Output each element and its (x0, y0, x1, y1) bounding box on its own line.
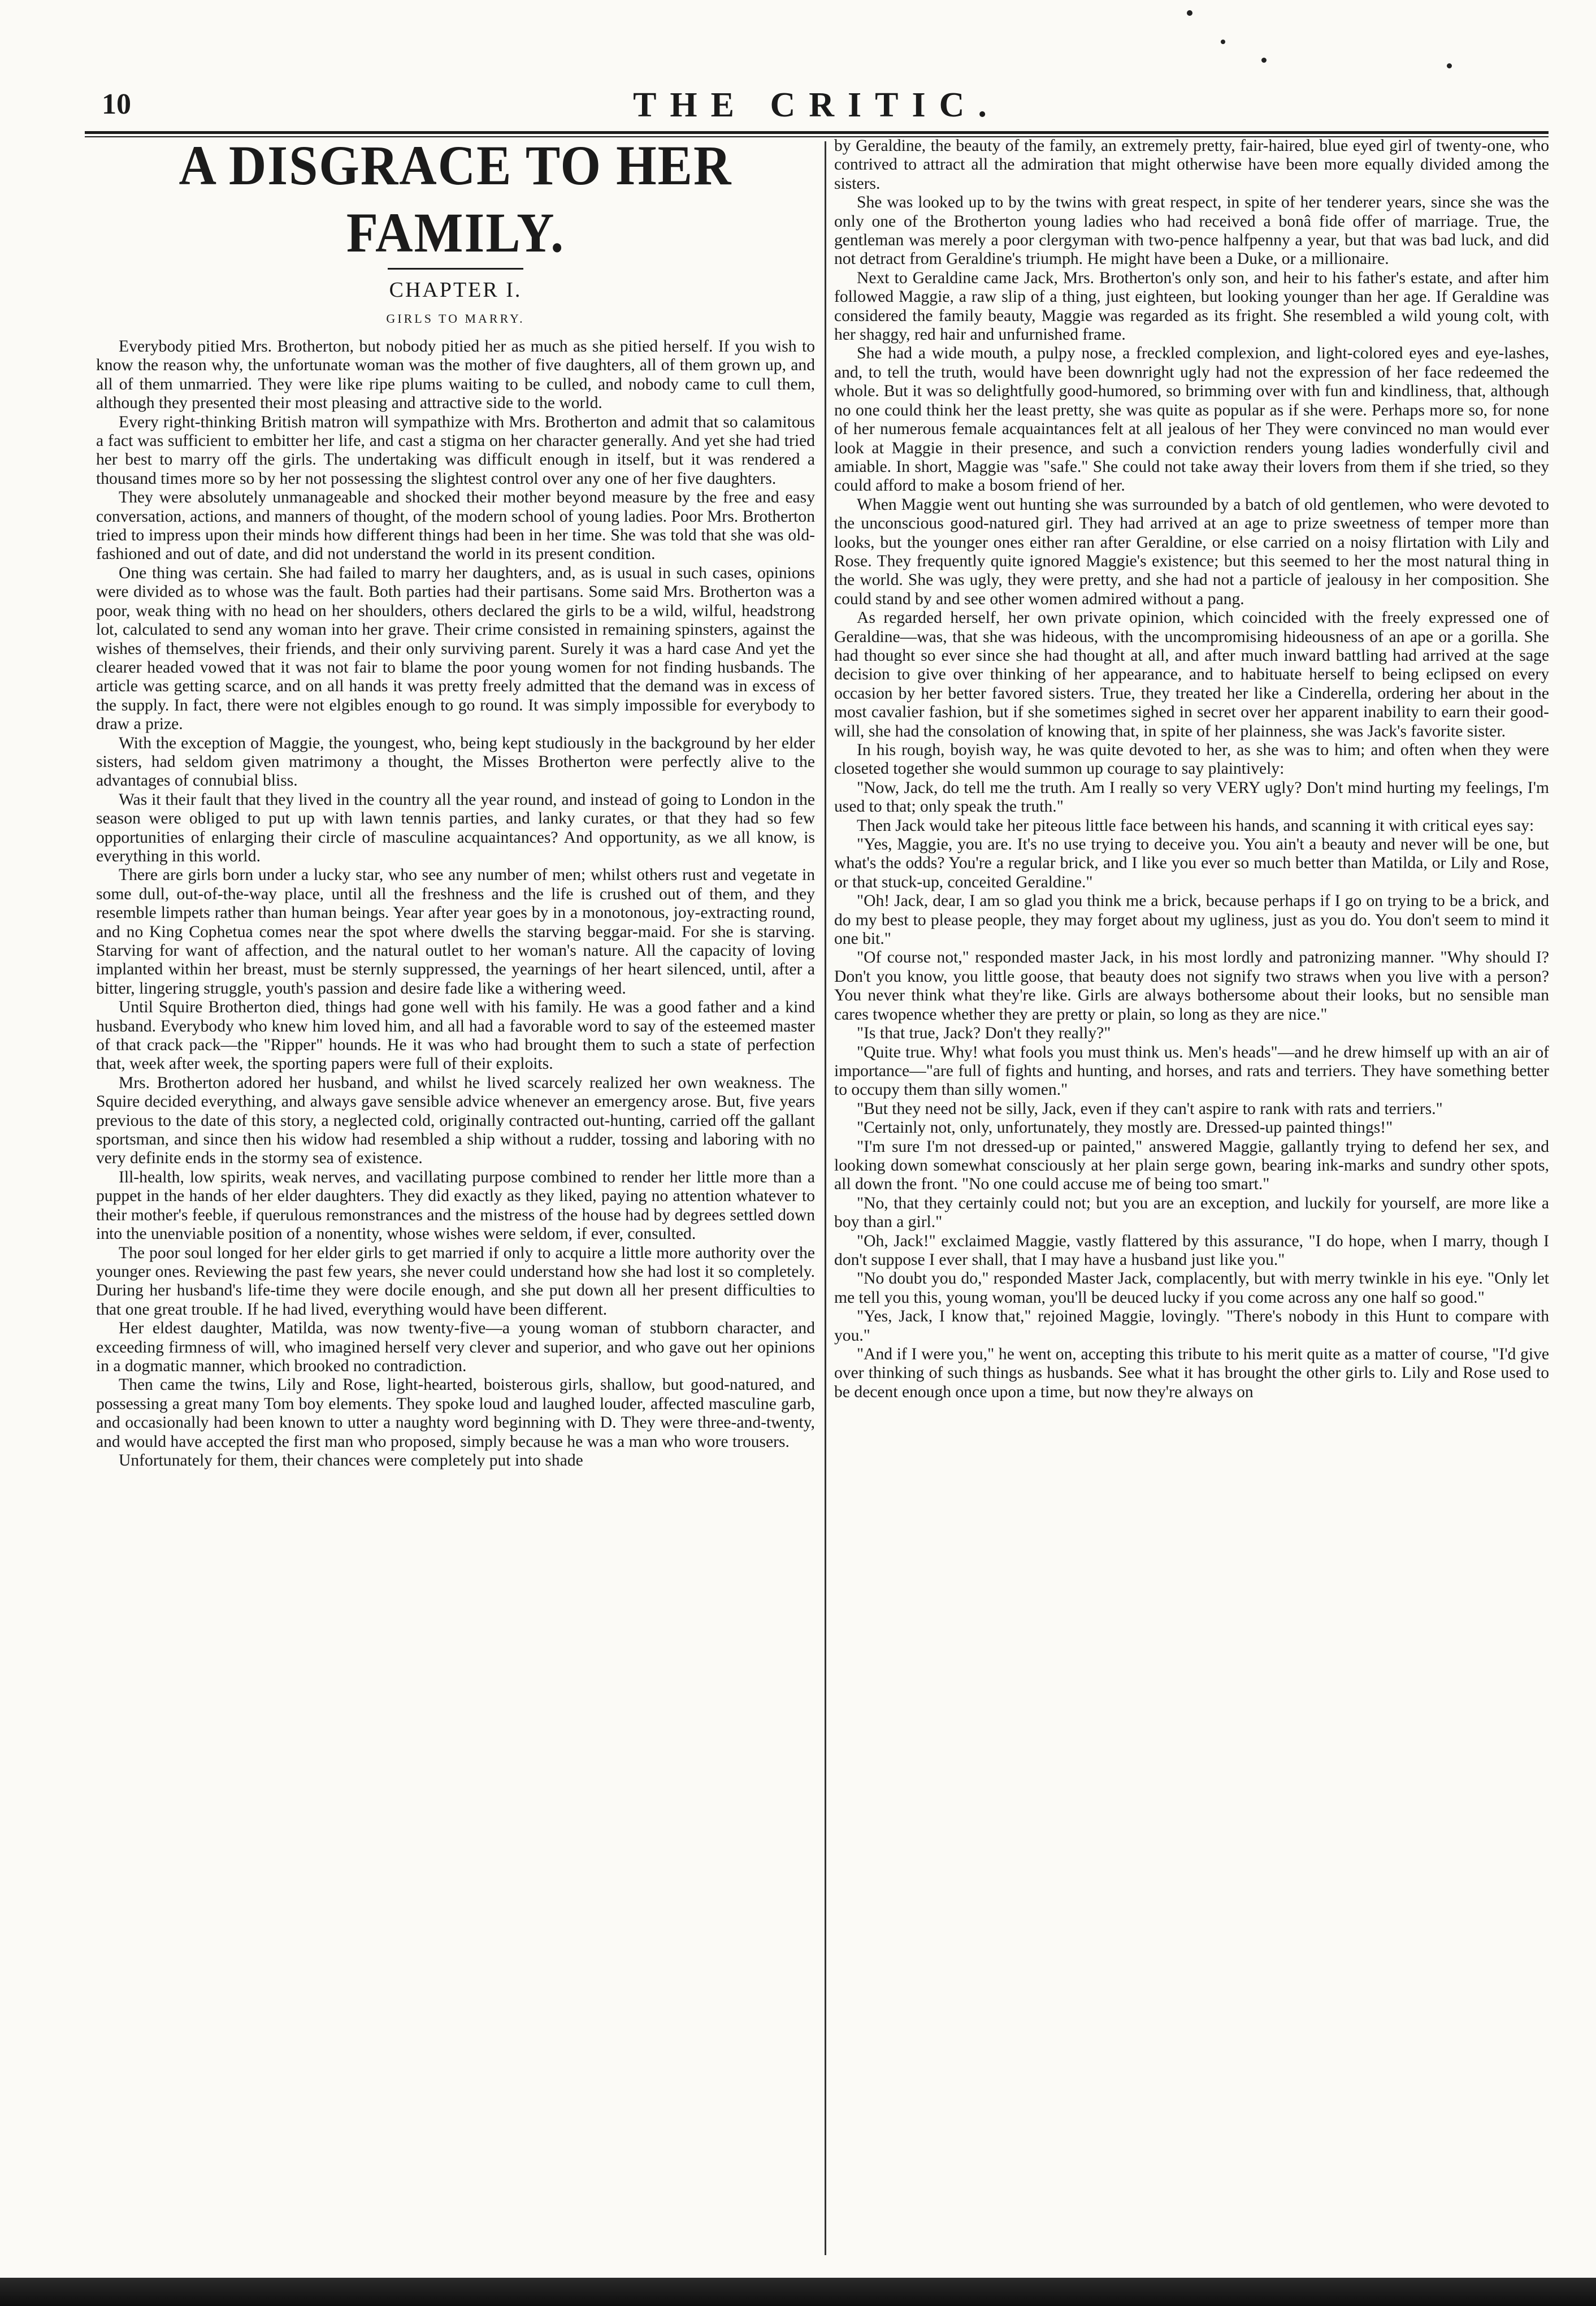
paragraph: "Oh! Jack, dear, I am so glad you think me a brick, because perhaps if I go on trying to be a brick, and do my best to please people, they may forget about my ugliness, just as you do. You don't seem to mind it one bit." (834, 892, 1549, 948)
paragraph: Everybody pitied Mrs. Brotherton, but nobody pitied her as much as she pitied herself. If you wish to know the reason why, the unfortunate woman was the mother of five daughters, all of them grown up, and all of them unmarried. They were like ripe plums waiting to be culled, and nobody came to cull them, although they presented their most pleasing and attractive side to the world. (96, 337, 815, 413)
paragraph: She had a wide mouth, a pulpy nose, a freckled complexion, and light-colored eyes and eye-lashes, and, to tell the truth, would have been downright ugly had not the expression of her face redeemed the whole. But it was so delightfully good-humored, so brimming over with fun and kindliness, that, although no one could think her the least pretty, she was quite as popular as if she were. Perhaps more so, for none of her numerous female acquaintances felt at all jealous of her They were convinced no man would ever look at Maggie in their presence, and such a conviction renders young ladies wonderfully civil and amiable. In short, Maggie was "safe." She could not take away their lovers from them if she tried, so they could afford to make a bosom friend of her. (834, 344, 1549, 495)
paragraph: "Yes, Jack, I know that," rejoined Maggie, lovingly. "There's nobody in this Hunt to compare with you." (834, 1307, 1549, 1345)
paragraph: Ill-health, low spirits, weak nerves, and vacillating purpose combined to render her little more than a puppet in the hands of her elder daughters. They did exactly as they liked, paying no attention whatever to their mother's feeble, if querulous remonstrances and the mistress of the house had by degrees settled down into the unenviable position of a nonentity, whose wishes were seldom, if ever, consulted. (96, 1168, 815, 1243)
paragraph: "Yes, Maggie, you are. It's no use trying to deceive you. You ain't a beauty and never will be one, but what's the odds? You're a regular brick, and I like you ever so much better than Matilda, or Lily and Rose, or that stuck-up, conceited Geraldine." (834, 835, 1549, 891)
masthead: THE CRITIC. (633, 86, 1000, 124)
paragraph: "Oh, Jack!" exclaimed Maggie, vastly flattered by this assurance, "I do hope, when I marry, though I don't suppose I ever shall, that I may have a husband just like you." (834, 1232, 1549, 1269)
page-number: 10 (102, 88, 131, 120)
paragraph: There are girls born under a lucky star, who see any number of men; whilst others rust and vegetate in some dull, out-of-the-way place, until all the freshness and the life is crushed out of them, and they resemble limpets rather than human beings. Year after year goes by in a monotonous, joy-extracting round, and no King Cophetua comes near the spot where dwells the starving beggar-maid. For she is starving. Starving for want of affection, and the natural outlet to her woman's nature. All the capacity of loving implanted within her breast, must be sternly suppressed, the yearnings of her heart silenced, until, after a bitter, lingering struggle, youth's passion and desire fade like a withering weed. (96, 866, 815, 998)
paragraph: Every right-thinking British matron will sympathize with Mrs. Brotherton and admit that so calamitous a fact was sufficient to embitter her life, and cast a stigma on her character generally. And yet she had tried her best to marry off the girls. The undertaking was difficult enough in itself, but it was rendered a thousand times more so by her not possessing the slightest control over any one of her five daughters. (96, 413, 815, 488)
paragraph: They were absolutely unmanageable and shocked their mother beyond measure by the free and easy conversation, actions, and manners of thought, of the modern school of young ladies. Poor Mrs. Brotherton tried to impress upon their minds how different things had been in her time. She was told that she was old-fashioned and out of date, and did not understand the world in its present condition. (96, 488, 815, 564)
paragraph: The poor soul longed for her elder girls to get married if only to acquire a little more authority over the younger ones. Reviewing the past few years, she never could understand how she had lost it so completely. During her husband's life-time they were docile enough, and she put down all her present difficulties to that one great trouble. If he had lived, everything would have been different. (96, 1243, 815, 1319)
paragraph: Until Squire Brotherton died, things had gone well with his family. He was a good father and a kind husband. Everybody who knew him loved him, and all had a favorable word to say of the esteemed master of that crack pack—the "Ripper" hounds. He it was who had brought them to such a state of perfection that, week after week, the sporting papers were full of their exploits. (96, 998, 815, 1073)
title-rule (388, 268, 523, 270)
paragraph: Was it their fault that they lived in the country all the year round, and instead of going to London in the season were obliged to put up with lawn tennis parties, and lanky curates, or that they had so few opportunities of enlarging their circle of masculine acquaintances? And opportunity, as we all know, is everything in this world. (96, 790, 815, 865)
story-title: A DISGRACE TO HER FAMILY. (179, 137, 732, 264)
paragraph: When Maggie went out hunting she was surrounded by a batch of old gentlemen, who were devoted to the unconscious good-natured girl. They had arrived at an age to prize sweetness of temper more than looks, but the younger ones either ran after Geraldine, or else carried on a noisy flirtation with Lily and Rose. They frequently quite ignored Maggie's existence; but this seemed to her the most natural thing in the world. She was ugly, they were pretty, and she had not a particle of jealousy in her composition. She could stand by and see other women admired without a pang. (834, 495, 1549, 608)
paragraph: In his rough, boyish way, he was quite devoted to her, as she was to him; and often when they were closeted together she would summon up courage to say plaintively: (834, 741, 1549, 778)
paragraph: "Certainly not, only, unfortunately, they mostly are. Dressed-up painted things!" (857, 1119, 1393, 1137)
bottom-border (0, 2278, 1596, 2306)
paragraph: "No doubt you do," responded Master Jack, complacently, but with merry twinkle in his eye. "Only let me tell you this, young woman, you'll be deuced lucky if you come across any one half so good." (834, 1269, 1549, 1307)
paragraph: "I'm sure I'm not dressed-up or painted," answered Maggie, gallantly trying to defend her sex, and looking down somewhat consciously at her plain serge gown, bearing ink-marks and sundry other spots, all down the front. "No one could accuse me of being too smart." (834, 1137, 1549, 1194)
paragraph: "And if I were you," he went on, accepting this tribute to his merit quite as a matter of course, "I'd give over thinking of such things as husbands. See what it has brought the other girls to. Lily and Rose used to be decent enough once upon a time, but now they're always on (834, 1345, 1549, 1401)
paragraph: "No, that they certainly could not; but you are an exception, and luckily for yourself, are more like a boy than a girl." (834, 1194, 1549, 1232)
paragraph: Her eldest daughter, Matilda, was now twenty-five—a young woman of stubborn character, and exceeding firmness of will, who imagined herself very clever and superior, and who gave out her opinions in a dogmatic manner, which brooked no contradiction. (96, 1319, 815, 1375)
column-divider (825, 141, 826, 2255)
page-header (85, 88, 1549, 129)
paragraph: She was looked up to by the twins with great respect, in spite of her tenderer years, since she was the only one of the Brotherton young ladies who had received a bonâ fide offer of marriage. True, the gentleman was merely a poor clergyman with two-pence halfpenny a year, but that was bad luck, and did not detract from Geraldine's triumph. He might have been a Duke, or a millionaire. (834, 193, 1549, 268)
ink-speck (1221, 40, 1225, 44)
ink-speck (1187, 10, 1192, 16)
paragraph: Mrs. Brotherton adored her husband, and whilst he lived scarcely realized her own weakness. The Squire decided everything, and always gave sensible advice whenever an emergency arose. But, five years previous to the date of this story, a neglected cold, originally contracted out-hunting, carried off the gallant sportsman, and since then his widow had resembled a ship without a rudder, tossing and laboring with no very definite ends in the stormy sea of existence. (96, 1073, 815, 1168)
paragraph: Next to Geraldine came Jack, Mrs. Brotherton's only son, and heir to his father's estate, and after him followed Maggie, a raw slip of a thing, just eighteen, but looking younger than her age. If Geraldine was considered the family beauty, Maggie was regarded as its fright. She resembled a wild young colt, with her shaggy, red hair and unfurnished frame. (834, 268, 1549, 344)
chapter-subtitle: GIRLS TO MARRY. (386, 311, 525, 326)
paragraph: Then Jack would take her piteous little face between his hands, and scanning it with critical eyes say: (857, 816, 1534, 835)
left-column (96, 137, 815, 2262)
paragraph: "But they need not be silly, Jack, even if they can't aspire to rank with rats and terriers." (857, 1099, 1443, 1118)
paragraph: by Geraldine, the beauty of the family, an extremely pretty, fair-haired, blue eyed girl of twenty-one, who contrived to attract all the admiration that might otherwise have been more equally divided among the sisters. (834, 137, 1549, 193)
paragraph: Then came the twins, Lily and Rose, light-hearted, boisterous girls, shallow, but good-natured, and possessing a great many Tom boy elements. They spoke loud and laughed louder, affected masculine garb, and occasionally had been known to utter a naughty word beginning with D. They were three-and-twenty, and would have accepted the first man who proposed, simply because he was a man who wore trousers. (96, 1376, 815, 1451)
paragraph: "Now, Jack, do tell me the truth. Am I really so very VERY ugly? Don't mind hurting my feelings, I'm used to that; only speak the truth." (834, 778, 1549, 816)
ink-speck (1447, 63, 1452, 68)
paragraph: One thing was certain. She had failed to marry her daughters, and, as is usual in such cases, opinions were divided as to whose was the fault. Both parties had their partisans. Some said Mrs. Brotherton was a poor, weak thing with no head on her shoulders, others declared the girls to be a wild, wilful, headstrong lot, calculated to send any woman into her grave. Their crime consisted in remaining spinsters, against the wishes of themselves, their friends, and their only surviving parent. Surely it was a hard case And yet the clearer headed vowed that it was not fair to blame the poor young women for not finding husbands. The article was getting scarce, and on all hands it was pretty freely admitted that the demand was in excess of the supply. In fact, there were not elgibles enough to go round. It was simply impossible for everybody to draw a prize. (96, 564, 815, 734)
paragraph: As regarded herself, her own private opinion, which coincided with the freely expressed one of Geraldine—was, that she was hideous, with the uncompromising hideousness of an ape or a gorilla. She had thought so ever since she had thought at all, and after much inward battling had arrived at the sage decision to give over thinking of her appearance, and to habituate herself to being eclipsed on every occasion by her better favored sisters. True, they treated her like a Cinderella, ordering her about in the most cavalier fashion, but if she sometimes sighed in secret over her apparent inability to earn their good-will, she had the consolation of knowing that, in spite of her plainness, she was Jack's favorite sister. (834, 609, 1549, 740)
ink-speck (1261, 58, 1267, 63)
paragraph: Unfortunately for them, their chances were completely put into shade (119, 1451, 583, 1470)
paragraph: "Quite true. Why! what fools you must think us. Men's heads"—and he drew himself up with an air of importance—"are full of fights and hunting, and horses, and rats and terriers. They have something better to occupy them than silly women." (834, 1043, 1549, 1099)
chapter-heading: CHAPTER I. (389, 278, 522, 302)
paragraph: "Is that true, Jack? Don't they really?" (857, 1024, 1111, 1043)
paragraph: "Of course not," responded master Jack, in his most lordly and patronizing manner. "Why should I? Don't you know, you little goose, that beauty does not signify two straws when you live with a person? You never think what they're like. Girls are always bothersome about their looks, but no sensible man cares twopence whether they are pretty or plain, so long as they are nice." (834, 948, 1549, 1024)
right-column (834, 137, 1549, 2262)
paragraph: With the exception of Maggie, the youngest, who, being kept studiously in the background by her elder sisters, had seldom given matrimony a thought, the Misses Brotherton were perfectly alive to the advantages of connubial bliss. (96, 734, 815, 790)
